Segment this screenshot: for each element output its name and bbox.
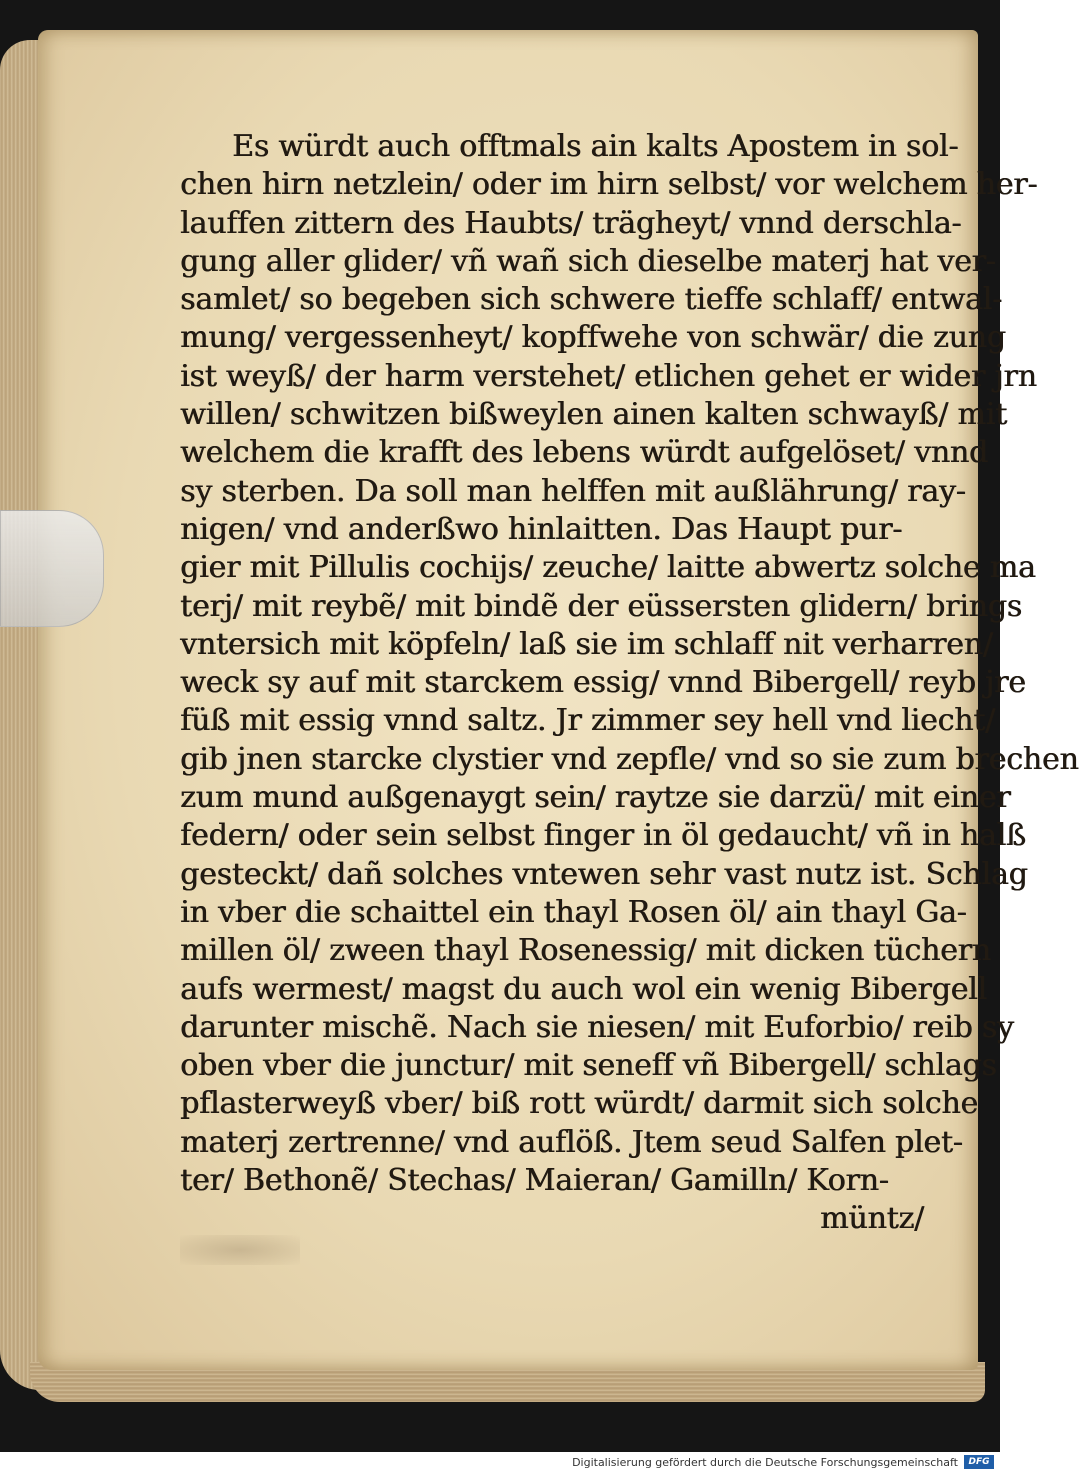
ink-stain (180, 1235, 300, 1265)
text-line: millen öl/ zween thayl Rosenessig/ mit dicken tüchern (180, 933, 991, 969)
text-line: lauffen zittern des Haubts/ trägheyt/ vnnd derschla- (180, 205, 962, 241)
text-line: pflasterweyß vber/ biß rott würdt/ darmit sich solche (180, 1086, 978, 1122)
text-line: vntersich mit köpfeln/ laß sie im schlaff nit verharren/ (180, 626, 993, 662)
text-line: in vber die schaittel ein thayl Rosen öl/ ain thayl Ga- (180, 894, 967, 930)
text-line: mung/ vergessenheyt/ kopffwehe von schwär/ die zung (180, 320, 1006, 356)
text-line: oben vber die junctur/ mit seneff vñ Bibergell/ schlags (180, 1048, 997, 1084)
catchword: müntz/ (820, 1201, 924, 1237)
text-line: weck sy auf mit starckem essig/ vnnd Bibergell/ reyb jre (180, 665, 1026, 701)
text-line: federn/ oder sein selbst finger in öl gedaucht/ vñ in halß (180, 818, 1026, 854)
text-line: nigen/ vnd anderßwo hinlaitten. Das Haupt pur- (180, 511, 903, 547)
text-line: ter/ Bethonẽ/ Stechas/ Maieran/ Gamilln/ Korn- (180, 1163, 889, 1199)
dfg-logo-icon: DFG (964, 1455, 994, 1469)
text-line: terj/ mit reybẽ/ mit bindẽ der eüssersten glidern/ brings (180, 588, 1022, 624)
text-line: zum mund außgenaygt sein/ raytze sie darzü/ mit einer (180, 780, 1011, 816)
text-line: chen hirn netzlein/ oder im hirn selbst/ vor welchem her- (180, 167, 1038, 203)
body-text (180, 128, 1079, 1239)
text-line: sy sterben. Da soll man helffen mit außlährung/ ray- (180, 473, 966, 509)
text-line: darunter mischẽ. Nach sie niesen/ mit Euforbio/ reib sy (180, 1009, 1014, 1045)
footer-bar (0, 1452, 1000, 1473)
page-holder-clip (0, 510, 104, 627)
text-line: welchem die krafft des lebens würdt aufgelöset/ vnnd (180, 435, 988, 471)
text-line: gesteckt/ dañ solches vntewen sehr vast nutz ist. Schlag (180, 856, 1028, 892)
text-line: willen/ schwitzen bißweylen ainen kalten schwayß/ mit (180, 397, 1007, 433)
text-line: gung aller glider/ vñ wañ sich dieselbe materj hat ver- (180, 243, 996, 279)
text-line: materj zertrenne/ vnd auflöß. Jtem seud Salfen plet- (180, 1124, 963, 1160)
text-line: aufs wermest/ magst du auch wol ein wenig Bibergell (180, 971, 987, 1007)
text-line: gib jnen starcke clystier vnd zepfle/ vnd so sie zum brechen (180, 741, 1079, 777)
text-line: samlet/ so begeben sich schwere tieffe schlaff/ entwal- (180, 282, 1002, 318)
text-line: füß mit essig vnnd saltz. Jr zimmer sey hell vnd liecht/ (180, 703, 995, 739)
text-line: gier mit Pillulis cochijs/ zeuche/ laitte abwertz solche ma (180, 550, 1036, 586)
text-line: ist weyß/ der harm verstehet/ etlichen gehet er wider jrn (180, 358, 1037, 394)
footer-credit: Digitalisierung gefördert durch die Deutsche Forschungsgemeinschaft (572, 1456, 958, 1469)
text-line: Es würdt auch offtmals ain kalts Apostem in sol- (232, 129, 959, 164)
